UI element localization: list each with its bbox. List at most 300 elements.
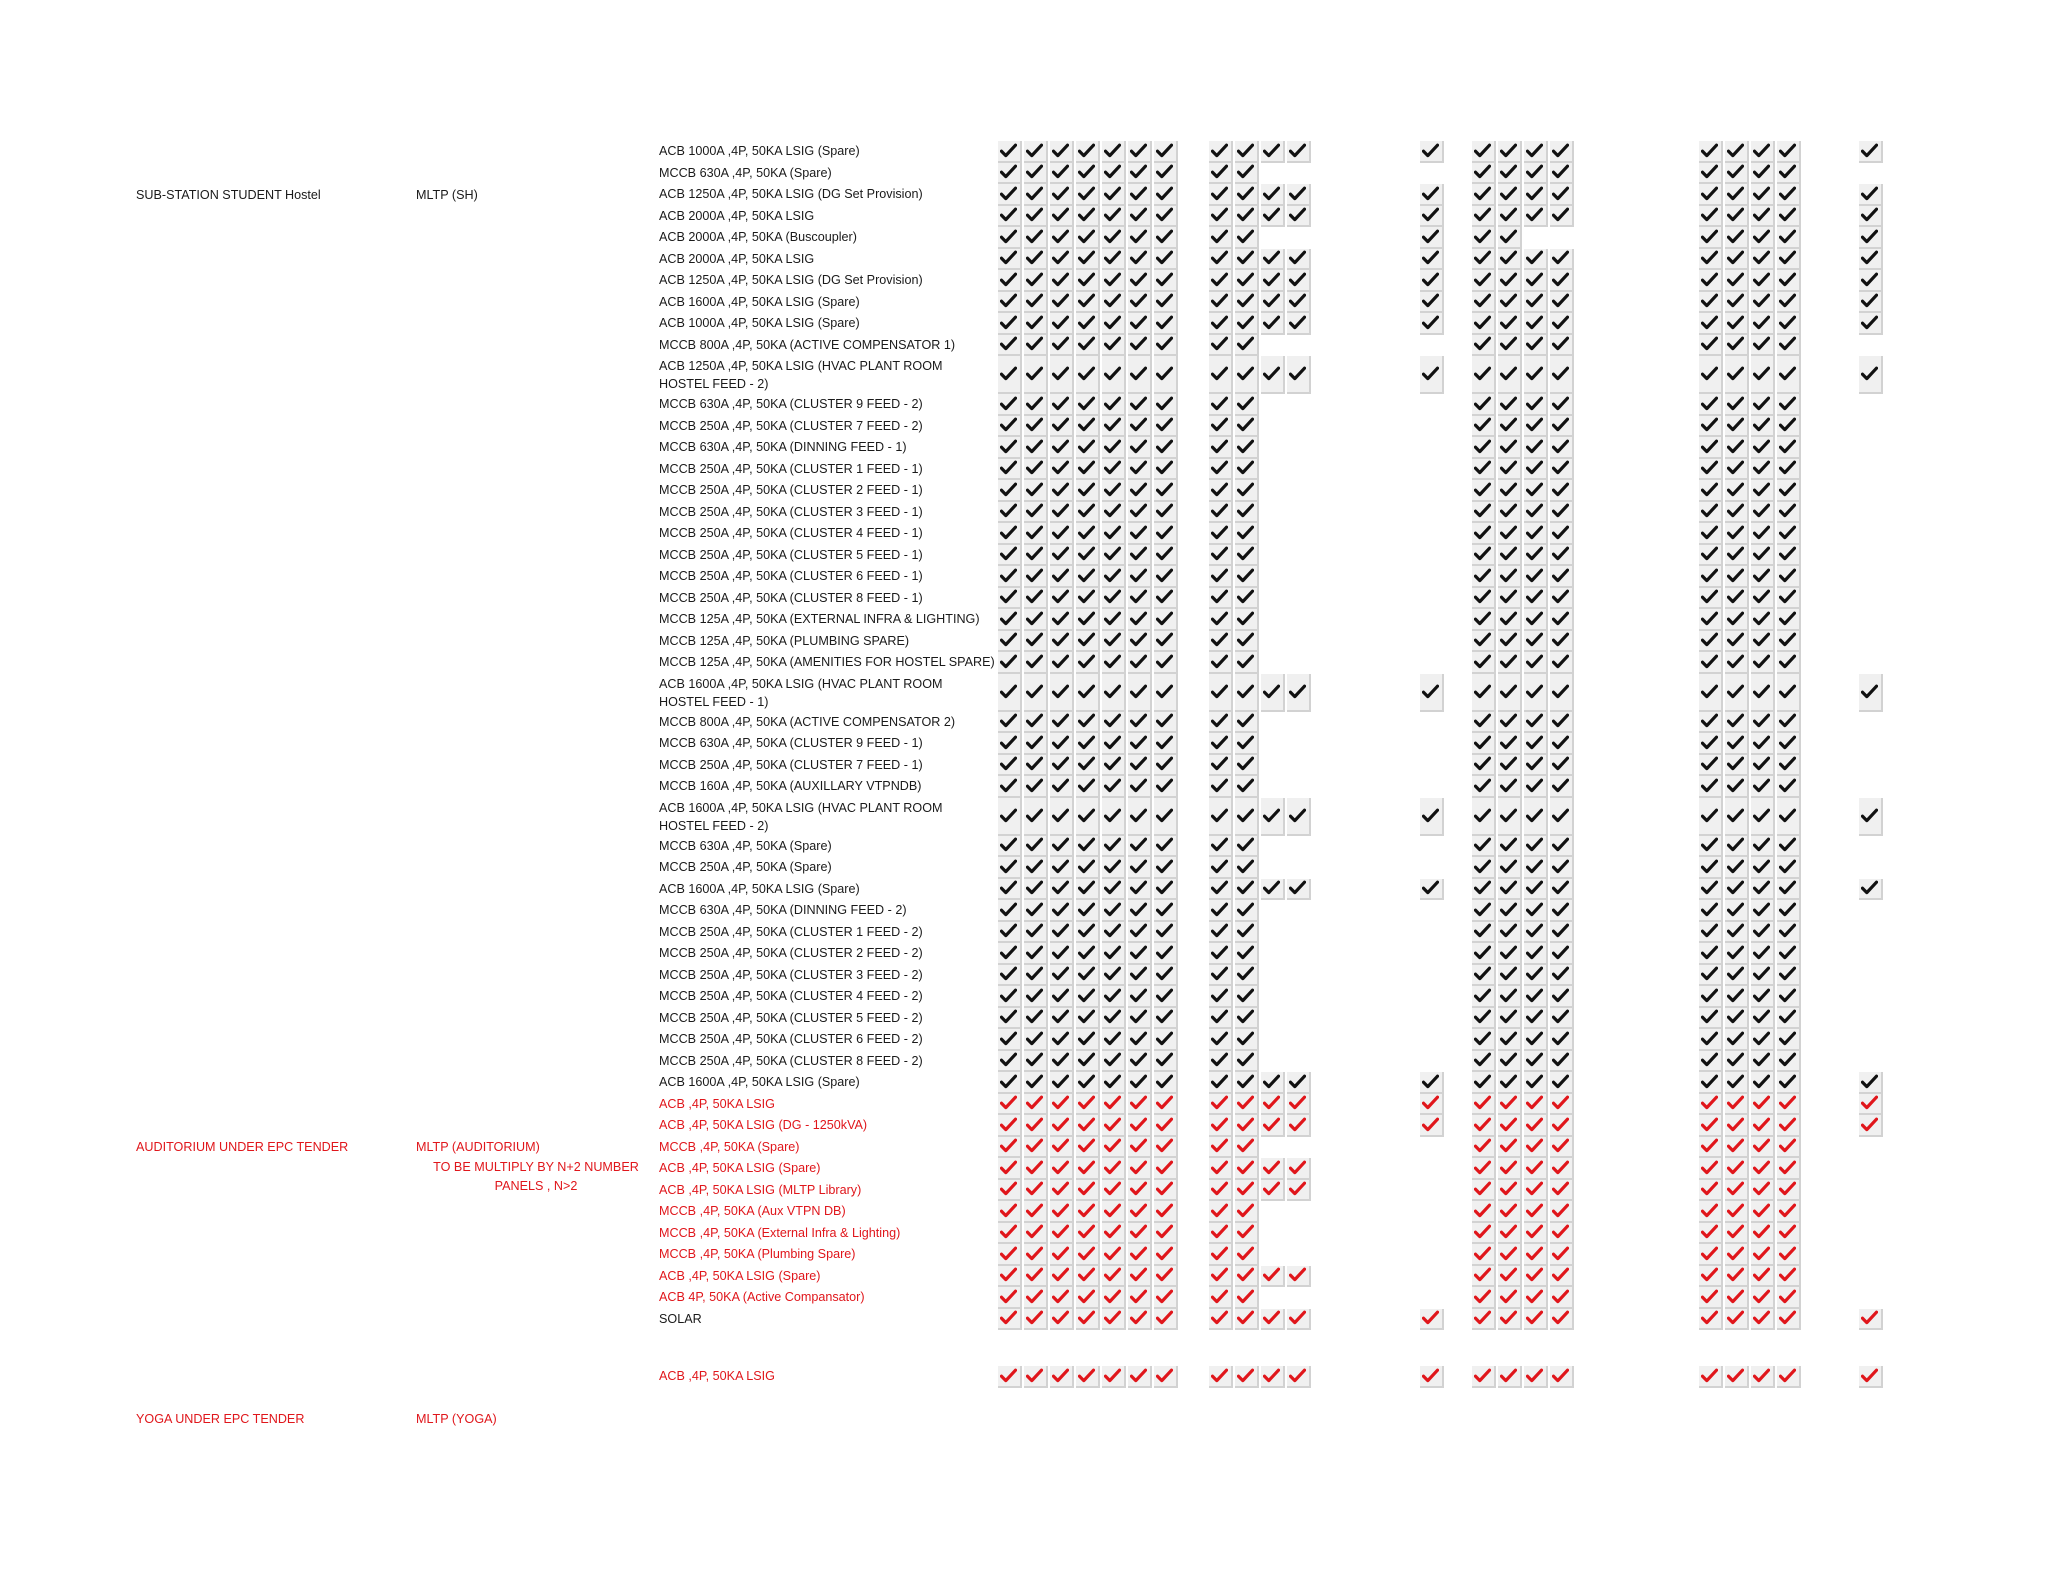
checkmark-icon <box>1552 1074 1569 1089</box>
check-cell <box>1050 206 1074 228</box>
checkmark-icon <box>1701 1310 1718 1325</box>
checkmark-icon <box>1263 186 1280 201</box>
checkmark-icon <box>1701 859 1718 874</box>
checkmark-icon <box>1237 1181 1254 1196</box>
check-cell <box>1154 1094 1178 1116</box>
checkmark-icon <box>1000 966 1017 981</box>
checkmark-icon <box>1701 589 1718 604</box>
check-cell <box>1102 652 1126 674</box>
check-cell <box>1725 566 1749 588</box>
check-cell <box>1472 1244 1496 1266</box>
check-cell <box>1261 1158 1285 1180</box>
checkmark-icon <box>1727 654 1744 669</box>
check-cell <box>1725 163 1749 185</box>
checkmark-icon <box>1552 164 1569 179</box>
check-cell <box>1128 631 1152 653</box>
checkmark-icon <box>1753 1117 1770 1132</box>
checkmark-icon <box>1474 315 1491 330</box>
check-cell <box>1524 1287 1548 1309</box>
check-cell <box>1472 335 1496 357</box>
check-cell <box>1235 163 1259 185</box>
check-cell <box>1235 292 1259 314</box>
check-cell <box>1024 1201 1048 1223</box>
check-cell <box>1472 836 1496 858</box>
checkmark-icon <box>1078 482 1095 497</box>
checkmark-icon <box>1753 315 1770 330</box>
checkmark-icon <box>1289 272 1306 287</box>
check-cell <box>1498 857 1522 879</box>
checkmark-icon <box>1130 632 1147 647</box>
checkmark-icon <box>1701 1267 1718 1282</box>
breaker-label: MCCB 800A ,4P, 50KA (ACTIVE COMPENSATOR 1) <box>659 337 956 352</box>
checkmark-icon <box>1753 143 1770 158</box>
check-cell <box>1859 1094 1883 1116</box>
check-cell <box>1699 733 1723 755</box>
check-cell <box>1472 900 1496 922</box>
check-cell <box>1102 335 1126 357</box>
checkmark-icon <box>1526 1267 1543 1282</box>
check-cell <box>1725 1309 1749 1331</box>
breaker-label: ACB ,4P, 50KA LSIG <box>659 1369 775 1383</box>
checkmark-icon <box>1130 143 1147 158</box>
checkmark-icon <box>1727 250 1744 265</box>
checkmark-icon <box>1753 1246 1770 1261</box>
check-cell <box>1524 1072 1548 1094</box>
checkmark-icon <box>1211 482 1228 497</box>
check-cell <box>1287 1158 1311 1180</box>
check-cell <box>1076 292 1100 314</box>
check-cell <box>1128 588 1152 610</box>
checkmark-icon <box>1727 923 1744 938</box>
table-row <box>0 1115 2048 1137</box>
checkmark-icon <box>1000 1267 1017 1282</box>
checkmark-icon <box>1104 988 1121 1003</box>
check-cell <box>1550 1201 1574 1223</box>
checkmark-icon <box>1156 143 1173 158</box>
checkmark-icon <box>1026 460 1043 475</box>
checkmark-icon <box>1104 1031 1121 1046</box>
checkmark-icon <box>1156 1052 1173 1067</box>
check-cell <box>1751 755 1775 777</box>
check-cell <box>1699 335 1723 357</box>
check-cell <box>1076 313 1100 335</box>
breaker-label: MCCB ,4P, 50KA (Aux VTPN DB) <box>659 1204 846 1218</box>
checkmark-icon <box>1753 1009 1770 1024</box>
check-cell <box>1209 776 1233 798</box>
checkmark-icon <box>1211 1246 1228 1261</box>
checkmark-icon <box>1104 336 1121 351</box>
checkmark-icon <box>1052 589 1069 604</box>
check-cell <box>1154 502 1178 524</box>
checkmark-icon <box>1701 315 1718 330</box>
check-cell <box>1235 733 1259 755</box>
check-cell <box>1472 437 1496 459</box>
check-cell <box>1050 588 1074 610</box>
checkmark-icon <box>1156 735 1173 750</box>
checkmark-icon <box>1237 546 1254 561</box>
checkmark-icon <box>1500 923 1517 938</box>
checkmark-icon <box>1500 735 1517 750</box>
check-cell <box>1076 227 1100 249</box>
checkmark-icon <box>1526 1052 1543 1067</box>
checkmark-icon <box>1727 902 1744 917</box>
breaker-label: MCCB 800A ,4P, 50KA (ACTIVE COMPENSATOR 2) <box>659 714 956 729</box>
checkmark-icon <box>1104 1267 1121 1282</box>
checkmark-icon <box>1026 272 1043 287</box>
checkmark-icon <box>1500 713 1517 728</box>
check-cell <box>1261 356 1285 394</box>
check-cell <box>1524 335 1548 357</box>
table-row <box>0 1180 2048 1202</box>
checkmark-icon <box>1526 207 1543 222</box>
check-cell <box>1287 292 1311 314</box>
check-cell <box>1024 1051 1048 1073</box>
checkmark-icon <box>1130 1009 1147 1024</box>
checkmark-icon <box>1130 525 1147 540</box>
check-cell <box>1420 1072 1444 1094</box>
table-row <box>0 900 2048 922</box>
check-cell <box>1472 943 1496 965</box>
checkmark-icon <box>1237 1289 1254 1304</box>
check-cell <box>1050 674 1074 712</box>
check-cell <box>1102 227 1126 249</box>
checkmark-icon <box>1000 293 1017 308</box>
checkmark-icon <box>1156 1009 1173 1024</box>
check-cell <box>1472 712 1496 734</box>
check-cell <box>1777 1051 1801 1073</box>
check-cell <box>1859 356 1883 394</box>
check-cell <box>998 480 1022 502</box>
checkmark-icon <box>1026 568 1043 583</box>
checkmark-icon <box>1104 611 1121 626</box>
table-row <box>0 394 2048 416</box>
check-cell <box>1699 879 1723 901</box>
checkmark-icon <box>1727 1224 1744 1239</box>
checkmark-icon <box>1026 482 1043 497</box>
check-cell <box>1725 631 1749 653</box>
checkmark-icon <box>1130 207 1147 222</box>
check-cell <box>1209 394 1233 416</box>
check-cell <box>1050 356 1074 394</box>
check-cell <box>1751 1366 1775 1388</box>
check-cell <box>1076 480 1100 502</box>
check-cell <box>1076 1008 1100 1030</box>
check-cell <box>1050 986 1074 1008</box>
checkmark-icon <box>1552 778 1569 793</box>
check-cell <box>1699 1201 1723 1223</box>
checkmark-icon <box>1237 735 1254 750</box>
check-cell <box>1859 674 1883 712</box>
checkmark-icon <box>1500 945 1517 960</box>
check-cell <box>1725 1180 1749 1202</box>
check-cell <box>1102 1115 1126 1137</box>
check-cell <box>1524 922 1548 944</box>
checkmark-icon <box>1779 229 1796 244</box>
check-cell <box>1751 206 1775 228</box>
checkmark-icon <box>1026 778 1043 793</box>
checkmark-icon <box>1753 396 1770 411</box>
check-cell <box>1128 879 1152 901</box>
checkmark-icon <box>1500 293 1517 308</box>
check-cell <box>1524 141 1548 163</box>
checkmark-icon <box>1500 143 1517 158</box>
checkmark-icon <box>1026 315 1043 330</box>
check-cell <box>1725 588 1749 610</box>
check-cell <box>1102 755 1126 777</box>
check-cell <box>1024 1244 1048 1266</box>
check-cell <box>1154 609 1178 631</box>
check-cell <box>1699 1094 1723 1116</box>
checkmark-icon <box>1026 1031 1043 1046</box>
checkmark-icon <box>1078 1052 1095 1067</box>
check-cell <box>1128 416 1152 438</box>
check-cell <box>1128 857 1152 879</box>
checkmark-icon <box>1552 1160 1569 1175</box>
checkmark-icon <box>1500 632 1517 647</box>
checkmark-icon <box>1104 293 1121 308</box>
checkmark-icon <box>1779 756 1796 771</box>
check-cell <box>1154 227 1178 249</box>
checkmark-icon <box>1422 207 1439 222</box>
check-cell <box>998 986 1022 1008</box>
checkmark-icon <box>1753 439 1770 454</box>
checkmark-icon <box>1779 1267 1796 1282</box>
checkmark-icon <box>1552 293 1569 308</box>
check-cell <box>1725 1287 1749 1309</box>
breaker-label: MCCB 630A ,4P, 50KA (CLUSTER 9 FEED - 1) <box>659 736 923 750</box>
check-cell <box>1725 965 1749 987</box>
check-cell <box>1472 1029 1496 1051</box>
checkmark-icon <box>1104 837 1121 852</box>
checkmark-icon <box>1211 837 1228 852</box>
check-cell <box>1699 1158 1723 1180</box>
check-cell <box>1420 141 1444 163</box>
check-cell <box>1209 566 1233 588</box>
check-cell <box>1777 879 1801 901</box>
check-cell <box>1699 1266 1723 1288</box>
checkmark-icon <box>1211 1052 1228 1067</box>
checkmark-icon <box>1104 482 1121 497</box>
check-cell <box>1287 1115 1311 1137</box>
checkmark-icon <box>1104 1224 1121 1239</box>
check-cell <box>1050 631 1074 653</box>
check-cell <box>1777 1244 1801 1266</box>
check-cell <box>1024 480 1048 502</box>
checkmark-icon <box>1474 808 1491 823</box>
checkmark-icon <box>1701 293 1718 308</box>
check-cell <box>1154 1051 1178 1073</box>
check-cell <box>1420 184 1444 206</box>
check-cell <box>1751 1115 1775 1137</box>
checkmark-icon <box>1000 923 1017 938</box>
checkmark-icon <box>1156 1289 1173 1304</box>
checkmark-icon <box>1078 568 1095 583</box>
check-cell <box>1024 141 1048 163</box>
check-cell <box>1154 292 1178 314</box>
checkmark-icon <box>1552 417 1569 432</box>
checkmark-icon <box>1474 611 1491 626</box>
check-cell <box>1076 437 1100 459</box>
checkmark-icon <box>1526 735 1543 750</box>
table-row <box>0 1072 2048 1094</box>
check-cell <box>1102 733 1126 755</box>
checkmark-icon <box>1211 1095 1228 1110</box>
check-cell <box>1699 943 1723 965</box>
checkmark-icon <box>1701 272 1718 287</box>
checkmark-icon <box>1500 207 1517 222</box>
checkmark-icon <box>1753 988 1770 1003</box>
check-cell <box>1024 900 1048 922</box>
checkmark-icon <box>1474 417 1491 432</box>
check-cell <box>1777 1223 1801 1245</box>
checkmark-icon <box>1026 945 1043 960</box>
checkmark-icon <box>1052 902 1069 917</box>
table-row <box>0 292 2048 314</box>
table-row <box>0 270 2048 292</box>
checkmark-icon <box>1130 315 1147 330</box>
check-cell <box>1725 1094 1749 1116</box>
check-cell <box>1076 566 1100 588</box>
check-cell <box>1287 1309 1311 1331</box>
checkmark-icon <box>1211 503 1228 518</box>
checkmark-icon <box>1422 272 1439 287</box>
checkmark-icon <box>1500 778 1517 793</box>
check-cell <box>1859 1072 1883 1094</box>
checkmark-icon <box>1861 1368 1878 1383</box>
check-cell <box>1699 652 1723 674</box>
check-cell <box>1524 712 1548 734</box>
checkmark-icon <box>1263 1181 1280 1196</box>
checkmark-icon <box>1727 778 1744 793</box>
check-cell <box>1777 1180 1801 1202</box>
check-cell <box>1076 1309 1100 1331</box>
breaker-label: ACB 1000A ,4P, 50KA LSIG (Spare) <box>659 316 860 330</box>
check-cell <box>1550 1158 1574 1180</box>
checkmark-icon <box>1779 143 1796 158</box>
checkmark-icon <box>1052 880 1069 895</box>
check-cell <box>1751 836 1775 858</box>
check-cell <box>998 631 1022 653</box>
table-row <box>0 776 2048 798</box>
checkmark-icon <box>1474 778 1491 793</box>
check-cell <box>1050 798 1074 836</box>
check-cell <box>1050 227 1074 249</box>
checkmark-icon <box>1263 1074 1280 1089</box>
check-cell <box>1024 502 1048 524</box>
check-cell <box>1102 1180 1126 1202</box>
check-cell <box>1154 755 1178 777</box>
checkmark-icon <box>1474 632 1491 647</box>
check-cell <box>1102 249 1126 271</box>
check-cell <box>1524 1309 1548 1331</box>
check-cell <box>998 270 1022 292</box>
checkmark-icon <box>1474 1009 1491 1024</box>
check-cell <box>1725 1029 1749 1051</box>
check-cell <box>1524 986 1548 1008</box>
check-cell <box>1209 437 1233 459</box>
checkmark-icon <box>1701 1117 1718 1132</box>
checkmark-icon <box>1104 315 1121 330</box>
check-cell <box>1102 437 1126 459</box>
checkmark-icon <box>1237 756 1254 771</box>
check-cell <box>1498 1266 1522 1288</box>
check-cell <box>1154 356 1178 394</box>
check-cell <box>1498 879 1522 901</box>
checkmark-icon <box>1701 966 1718 981</box>
checkmark-icon <box>1237 143 1254 158</box>
checkmark-icon <box>1526 756 1543 771</box>
check-cell <box>1699 1366 1723 1388</box>
check-cell <box>1550 1051 1574 1073</box>
check-cell <box>1050 1201 1074 1223</box>
check-cell <box>1498 416 1522 438</box>
check-cell <box>1050 1180 1074 1202</box>
check-cell <box>1524 776 1548 798</box>
check-cell <box>1725 313 1749 335</box>
checkmark-icon <box>1727 503 1744 518</box>
check-cell <box>1102 523 1126 545</box>
checkmark-icon <box>1526 186 1543 201</box>
checkmark-icon <box>1104 366 1121 381</box>
checkmark-icon <box>1422 315 1439 330</box>
checkmark-icon <box>1500 229 1517 244</box>
check-cell <box>1128 1223 1152 1245</box>
checkmark-icon <box>1263 1267 1280 1282</box>
breaker-label: MCCB 125A ,4P, 50KA (PLUMBING SPARE) <box>659 633 910 648</box>
table-row <box>0 1244 2048 1266</box>
check-cell <box>1777 631 1801 653</box>
checkmark-icon <box>1237 293 1254 308</box>
checkmark-icon <box>1078 503 1095 518</box>
checkmark-icon <box>1753 207 1770 222</box>
checkmark-icon <box>1130 1224 1147 1239</box>
checkmark-icon <box>1026 837 1043 852</box>
check-cell <box>1699 502 1723 524</box>
check-cell <box>1550 163 1574 185</box>
checkmark-icon <box>1474 503 1491 518</box>
check-cell <box>1550 356 1574 394</box>
check-cell <box>1524 502 1548 524</box>
checkmark-icon <box>1552 1267 1569 1282</box>
checkmark-icon <box>1422 293 1439 308</box>
checkmark-icon <box>1078 654 1095 669</box>
check-cell <box>1699 1223 1723 1245</box>
panel-name-yoga: MLTP (YOGA) <box>416 1412 497 1426</box>
checkmark-icon <box>1727 735 1744 750</box>
table-row <box>0 437 2048 459</box>
checkmark-icon <box>1701 207 1718 222</box>
checkmark-icon <box>1500 1095 1517 1110</box>
check-cell <box>1725 900 1749 922</box>
check-cell <box>1472 141 1496 163</box>
checkmark-icon <box>1130 713 1147 728</box>
check-cell <box>1235 1137 1259 1159</box>
check-cell <box>1777 1029 1801 1051</box>
check-cell <box>1235 459 1259 481</box>
check-cell <box>1076 141 1100 163</box>
checkmark-icon <box>1156 945 1173 960</box>
checkmark-icon <box>1052 229 1069 244</box>
check-cell <box>1128 335 1152 357</box>
checkmark-icon <box>1753 1181 1770 1196</box>
check-cell <box>1725 836 1749 858</box>
check-cell <box>1102 798 1126 836</box>
check-cell <box>1550 141 1574 163</box>
check-cell <box>1024 292 1048 314</box>
check-cell <box>1209 631 1233 653</box>
check-cell <box>1725 356 1749 394</box>
checkmark-icon <box>1753 611 1770 626</box>
